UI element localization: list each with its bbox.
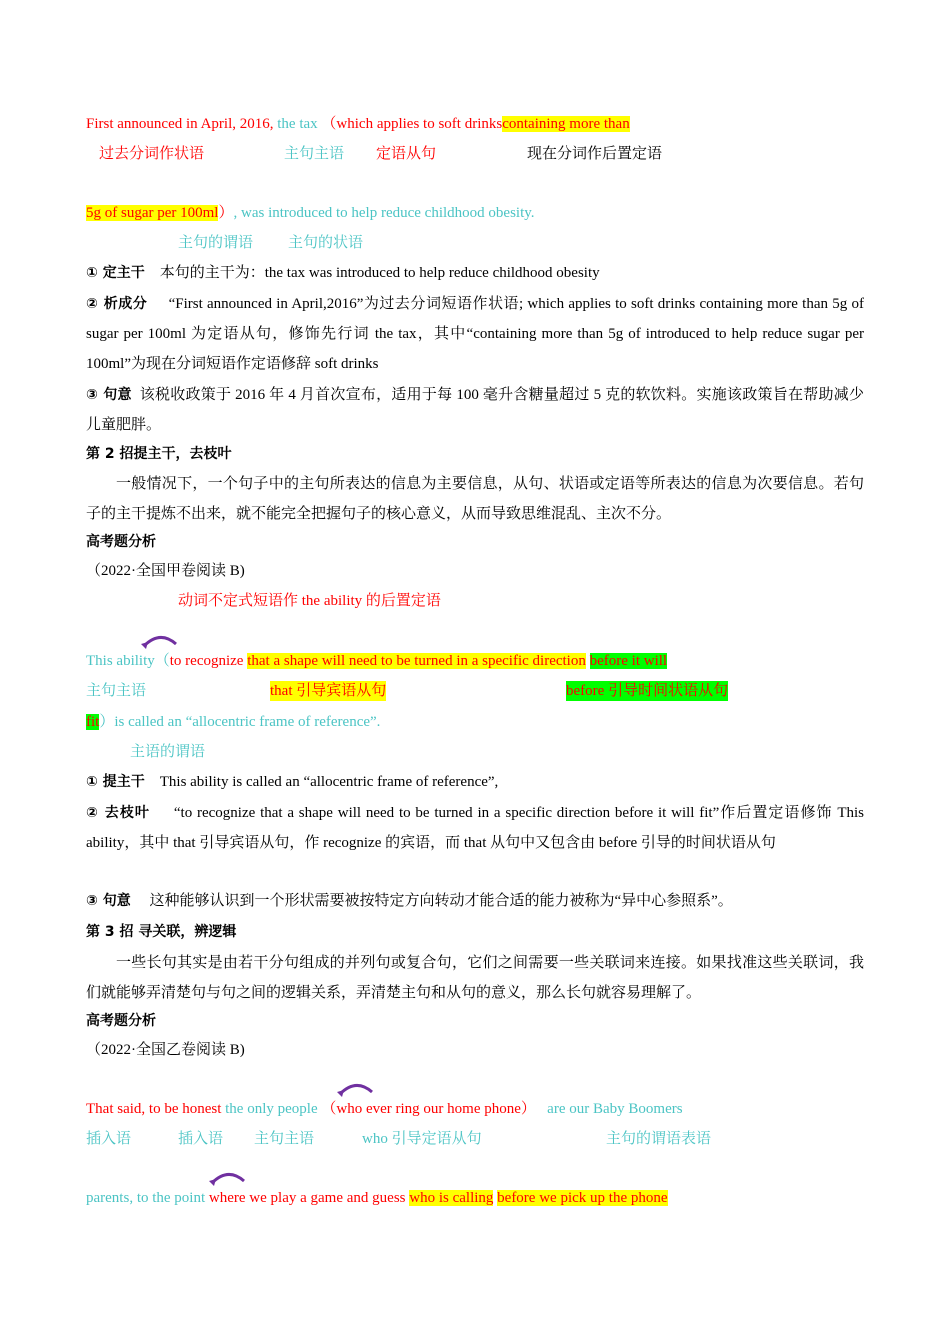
ex2-top-label: 动词不定式短语作 the ability 的后置定语 [178, 593, 441, 609]
ex1-step3-label: ③ 句意 [86, 387, 132, 403]
ex3-label-parenthesis2: 插入语 [178, 1131, 224, 1147]
ex2-label-predicate: 主语的谓语 [130, 744, 206, 760]
ex1-relative-clause: （which applies to soft drinks [321, 116, 503, 132]
ex3-curved-arrow-2 [208, 1169, 250, 1187]
ex2-time-clause-end: fit [86, 714, 100, 730]
ex1-step1-label: ① 定主干 [86, 265, 145, 281]
ex2-sentence-line2 [86, 712, 380, 732]
ex2-step2-label: ② 去枝叶 [86, 805, 150, 821]
ex3-predicate: are our Baby Boomers [547, 1101, 683, 1117]
ex3-sentence-line1 [86, 1099, 683, 1119]
ex1-step1 [86, 263, 600, 283]
ex2-label-object-clause-text: 引导宾语从句 [296, 683, 387, 699]
ex2-predicate: ）is called an “allocentric frame of reference”. [99, 714, 381, 730]
ex1-step2-label: ② 析成分 [86, 296, 148, 312]
ex1-step2-text: “First announced in April,2016”为过去分词短语作状语; which applies to soft drinks containing more than 5g of sugar per 100ml 为定语从句，修饰先行词 the tax，其中“containing more than 5g of introduced to help reduce sugar per 100ml”为现在分词短语作定语修辞 soft drinks [86, 296, 865, 372]
ex3-label-parenthesis1: 插入语 [86, 1131, 132, 1147]
ex3-parenthesis: That said, to be honest [86, 1101, 222, 1117]
ex1-step1-text: 本句的主干为：the tax was introduced to help reduce childhood obesity [159, 265, 600, 281]
ex1-label-predicate: 主句的谓语 [178, 235, 254, 251]
ex3-label-subject: 主句主语 [254, 1131, 315, 1147]
ex1-label-adverbial: 过去分词作状语 [99, 146, 205, 162]
ex3-label-relative-clause: who 引导定语从句 [362, 1131, 482, 1147]
ex2-curved-arrow [140, 632, 182, 650]
ex2-label-time-clause-text: 引导时间状语从句 [608, 683, 729, 699]
ex2-subject: This ability（ [86, 653, 170, 669]
ex2-infinitive: to recognize [169, 653, 248, 669]
ex1-step3-text: 该税收政策于 2016 年 4 月首次宣布，适用于每 100 毫升含糖量超过 5 克的软饮料。实施该政策旨在帮助减少儿童肥胖。 [86, 387, 865, 433]
ex3-predicate-continued: parents, to the point [86, 1190, 206, 1206]
ex1-label-subject: 主句主语 [284, 146, 345, 162]
ex1-label-participle: 现在分词作后置定语 [527, 146, 663, 162]
section3-body: 一些长句其实是由若干分句组成的并列句或复合句，它们之间需要一些关联词来连接。如果找准这些关联词，我们就能够弄清楚句与句之间的逻辑关系，弄清楚主句和从句的意义，那么长句就容易理解了。 [86, 955, 864, 1001]
ex3-subject: the only people [225, 1101, 318, 1117]
ex3-sentence-line2 [86, 1188, 668, 1208]
ex2-time-clause: before it will [589, 653, 668, 669]
ex1-participle-phrase: containing more than [502, 116, 630, 132]
ex2-object-clause: that a shape will need to be turned in a specific direction [247, 653, 586, 669]
ex2-sentence-line1 [86, 651, 667, 671]
ex2-label-object-clause-word: that [270, 683, 297, 699]
ex3-where-clause: where we play a game and guess [208, 1190, 406, 1206]
ex3-relative-clause: （who ever ring our home phone） [321, 1101, 536, 1117]
section3-exam-heading: 高考题分析 [86, 1013, 156, 1029]
ex1-step2 [86, 289, 864, 379]
ex1-label-relative-clause: 定语从句 [376, 146, 437, 162]
ex2-step1-text: This ability is called an “allocentric frame of reference”, [159, 774, 499, 790]
ex2-step3-label: ③ 句意 [86, 893, 131, 909]
ex2-label-time-clause-word: before [566, 683, 609, 699]
ex1-sentence-line2 [86, 203, 535, 223]
ex1-label-adverbial-main: 主句的状语 [288, 235, 364, 251]
ex1-step3 [86, 380, 864, 440]
section3-title: 第 3 招 寻关联，辨逻辑 [86, 924, 237, 940]
ex3-label-predicate: 主句的谓语表语 [606, 1131, 712, 1147]
ex2-step3-text: 这种能够认识到一个形状需要被按特定方向转动才能合适的能力被称为“异中心参照系”。 [149, 893, 733, 909]
ex1-predicate: , was introduced to help reduce childhood obesity. [233, 205, 535, 221]
section2-body: 一般情况下，一个句子中的主句所表达的信息为主要信息，从句、状语或定语等所表达的信息为次要信息。若句子的主干提炼不出来，就不能完全把握句子的核心意义，从而导致思维混乱、主次不分。 [86, 476, 864, 522]
ex2-step1-label: ① 提主干 [86, 774, 145, 790]
ex2-label-subject: 主句主语 [86, 683, 147, 699]
ex3-time-clause: before we pick up the phone [497, 1190, 668, 1206]
ex2-step2 [86, 798, 864, 858]
ex3-object-clause: who is calling [409, 1190, 494, 1206]
ex1-subject: the tax [277, 116, 318, 132]
section2-exam-heading: 高考题分析 [86, 534, 156, 550]
ex2-step1 [86, 772, 498, 792]
ex3-curved-arrow-1 [336, 1080, 378, 1098]
ex1-participle-continued: 5g of sugar per 100ml [86, 205, 219, 221]
ex1-close-paren: ） [218, 205, 234, 221]
section2-title: 第 2 招提主干，去枝叶 [86, 446, 232, 462]
ex2-step3 [86, 891, 733, 911]
ex1-sentence-line1 [86, 114, 630, 134]
ex2-label-object-clause [270, 681, 386, 701]
ex1-adverbial-phrase: First announced in April, 2016, [86, 116, 274, 132]
ex2-step2-text: “to recognize that a shape will need to be turned in a specific direction before it will fit”作后置定语修饰 This ability，其中 that 引导宾语从句，作 recognize 的宾语，而 that 从句中又包含由 before 引导的时间状语从句 [86, 805, 864, 851]
ex2-label-time-clause [566, 681, 728, 701]
section3-source: （2022·全国乙卷阅读 B) [86, 1042, 245, 1058]
section2-source: （2022·全国甲卷阅读 B) [86, 563, 245, 579]
